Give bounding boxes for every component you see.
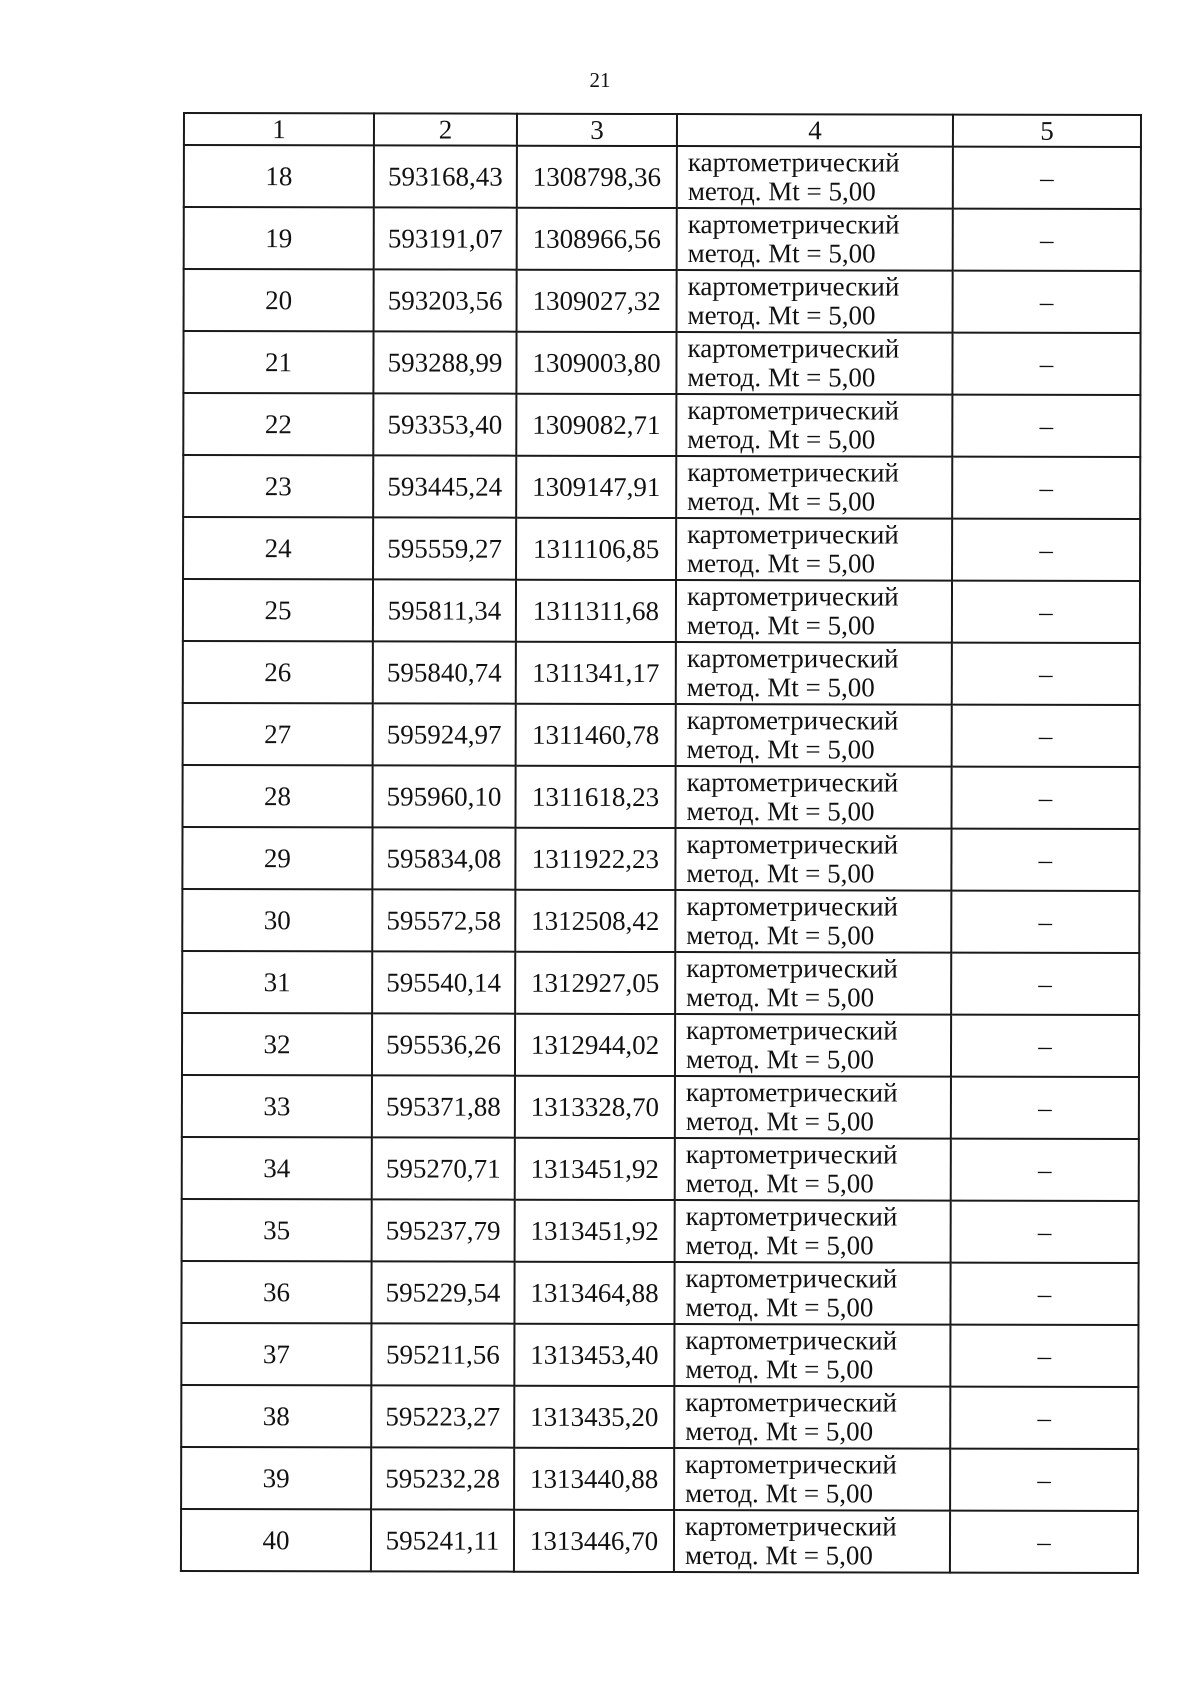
point-number-cell: 35: [182, 1199, 372, 1261]
method-accuracy: метод. Mt = 5,00: [685, 1044, 875, 1075]
y-coordinate-cell: 1309003,80: [516, 332, 676, 394]
y-coordinate-cell: 1311106,85: [516, 518, 676, 580]
point-number-cell: 25: [183, 579, 373, 641]
y-coordinate-cell: 1309147,91: [516, 456, 676, 518]
y-coordinate-cell: 1311311,68: [516, 580, 676, 642]
note-cell: –: [952, 519, 1140, 581]
method-accuracy: метод. Mt = 5,00: [686, 610, 875, 641]
note-cell: –: [951, 829, 1139, 891]
table-row: [181, 1385, 1138, 1449]
y-coordinate-cell: 1312927,05: [515, 952, 675, 1014]
y-coordinate-cell: 1313464,88: [514, 1262, 674, 1324]
note-cell: –: [953, 147, 1141, 209]
method-cell: [676, 332, 952, 395]
y-coordinate-cell: 1313453,40: [514, 1324, 674, 1386]
y-coordinate-cell: 1309027,32: [517, 270, 677, 332]
method-accuracy: метод. Mt = 5,00: [685, 1354, 874, 1385]
header-col-5: 5: [953, 115, 1141, 147]
y-coordinate-cell: 1308798,36: [517, 146, 677, 208]
method-accuracy: метод. Mt = 5,00: [687, 424, 876, 455]
header-row: [184, 113, 1141, 147]
y-coordinate-cell: 1311618,23: [516, 766, 676, 828]
note-cell: –: [952, 581, 1140, 643]
method-accuracy: метод. Mt = 5,00: [685, 1478, 874, 1509]
method-cell: [676, 642, 952, 705]
x-coordinate-cell: 593445,24: [373, 455, 516, 517]
point-number-cell: 32: [182, 1013, 372, 1075]
y-coordinate-cell: 1313435,20: [514, 1386, 674, 1448]
y-coordinate-cell: 1311341,17: [516, 642, 676, 704]
y-coordinate-cell: 1312508,42: [515, 890, 675, 952]
method-accuracy: метод. Mt = 5,00: [687, 548, 876, 579]
table-row: [184, 269, 1141, 333]
method-accuracy: метод. Mt = 5,00: [685, 1106, 874, 1137]
note-cell: –: [953, 209, 1141, 271]
table-row: [181, 1447, 1138, 1511]
method-cell: [675, 828, 951, 891]
method-accuracy: метод. Mt = 5,00: [685, 1230, 874, 1261]
method-accuracy: метод. Mt = 5,00: [685, 1416, 874, 1447]
point-number-cell: 34: [182, 1137, 372, 1199]
method-cell: [675, 1138, 951, 1201]
y-coordinate-cell: 1313451,92: [515, 1138, 675, 1200]
note-cell: –: [950, 1387, 1138, 1449]
x-coordinate-cell: 595924,97: [373, 703, 516, 765]
x-coordinate-cell: 595840,74: [373, 641, 516, 703]
note-cell: –: [952, 395, 1140, 457]
method-name: картометрический: [687, 147, 900, 178]
header-col-4: 4: [677, 114, 953, 147]
point-number-cell: 38: [181, 1385, 371, 1447]
table-row: [181, 1509, 1138, 1573]
method-accuracy: метод. Mt = 5,00: [686, 982, 875, 1013]
method-name: картометрический: [686, 953, 898, 984]
method-name: картометрический: [686, 767, 899, 798]
note-cell: –: [950, 1511, 1138, 1573]
y-coordinate-cell: 1313440,88: [514, 1448, 674, 1510]
method-cell: [676, 456, 952, 519]
point-number-cell: 26: [183, 641, 373, 703]
method-accuracy: метод. Mt = 5,00: [687, 300, 876, 331]
x-coordinate-cell: 593203,56: [374, 269, 517, 331]
note-cell: –: [952, 767, 1140, 829]
table-row: [184, 145, 1141, 209]
table-row: [182, 951, 1139, 1015]
point-number-cell: 28: [183, 765, 373, 827]
note-cell: –: [951, 1015, 1139, 1077]
header-col-3: 3: [517, 114, 677, 146]
method-cell: [675, 952, 951, 1015]
x-coordinate-cell: 595237,79: [372, 1199, 515, 1261]
y-coordinate-cell: 1308966,56: [517, 208, 677, 270]
table-row: [183, 517, 1140, 581]
table-row: [184, 207, 1141, 271]
header-col-1: 1: [184, 113, 374, 145]
method-cell: [676, 394, 952, 457]
x-coordinate-cell: 593353,40: [373, 393, 516, 455]
method-cell: [675, 1014, 951, 1077]
note-cell: –: [950, 1449, 1138, 1511]
table-row: [183, 455, 1140, 519]
method-accuracy: метод. Mt = 5,00: [687, 362, 876, 393]
note-cell: –: [951, 1077, 1139, 1139]
table-row: [182, 827, 1139, 891]
method-cell: [677, 270, 953, 333]
x-coordinate-cell: 595960,10: [373, 765, 516, 827]
point-number-cell: 22: [183, 393, 373, 455]
note-cell: –: [952, 457, 1140, 519]
note-cell: –: [951, 891, 1139, 953]
table-row: [182, 1137, 1139, 1201]
method-name: картометрический: [685, 1263, 898, 1294]
method-name: картометрический: [686, 829, 899, 860]
table-row: [181, 1323, 1138, 1387]
method-cell: [677, 208, 953, 271]
y-coordinate-cell: 1309082,71: [516, 394, 676, 456]
method-cell: [674, 1386, 950, 1449]
method-name: картометрический: [687, 333, 900, 364]
method-name: картометрический: [687, 209, 900, 240]
y-coordinate-cell: 1313451,92: [515, 1200, 675, 1262]
method-name: картометрический: [685, 1325, 898, 1356]
note-cell: –: [951, 1201, 1139, 1263]
point-number-cell: 36: [181, 1261, 371, 1323]
method-name: картометрический: [686, 705, 899, 736]
point-number-cell: 23: [183, 455, 373, 517]
method-cell: [676, 766, 952, 829]
note-cell: –: [950, 1263, 1138, 1325]
table-row: [182, 1013, 1139, 1077]
y-coordinate-cell: 1313446,70: [514, 1510, 674, 1572]
method-name: картометрический: [685, 1139, 898, 1170]
x-coordinate-cell: 595559,27: [373, 517, 516, 579]
point-number-cell: 30: [182, 889, 372, 951]
table-row: [183, 579, 1140, 643]
method-cell: [676, 518, 952, 581]
note-cell: –: [951, 1139, 1139, 1201]
method-accuracy: метод. Mt = 5,00: [685, 1168, 874, 1199]
method-name: картометрический: [687, 395, 900, 426]
x-coordinate-cell: 595241,11: [371, 1509, 514, 1571]
method-name: картометрический: [686, 1015, 898, 1046]
method-name: картометрический: [686, 643, 899, 674]
note-cell: –: [950, 1325, 1138, 1387]
x-coordinate-cell: 595223,27: [371, 1385, 514, 1447]
method-accuracy: метод. Mt = 5,00: [686, 672, 875, 703]
table-row: [183, 331, 1140, 395]
point-number-cell: 20: [184, 269, 374, 331]
method-cell: [674, 1262, 950, 1325]
method-name: картометрический: [686, 891, 899, 922]
method-accuracy: метод. Mt = 5,00: [687, 238, 876, 269]
method-cell: [676, 704, 952, 767]
point-number-cell: 39: [181, 1447, 371, 1509]
header-col-2: 2: [374, 113, 517, 145]
page-number: 21: [589, 68, 611, 92]
table-row: [183, 393, 1140, 457]
method-name: картометрический: [687, 457, 899, 488]
method-name: картометрический: [685, 1387, 897, 1418]
x-coordinate-cell: 595371,88: [372, 1075, 515, 1137]
y-coordinate-cell: 1311922,23: [515, 828, 675, 890]
point-number-cell: 40: [181, 1509, 371, 1571]
method-accuracy: метод. Mt = 5,00: [686, 920, 875, 951]
coordinates-table: [180, 112, 1142, 1574]
table-header: [184, 113, 1141, 147]
y-coordinate-cell: 1312944,02: [515, 1014, 675, 1076]
y-coordinate-cell: 1313328,70: [515, 1076, 675, 1138]
point-number-cell: 31: [182, 951, 372, 1013]
point-number-cell: 27: [183, 703, 373, 765]
method-cell: [674, 1510, 950, 1573]
x-coordinate-cell: 595229,54: [371, 1261, 514, 1323]
point-number-cell: 18: [184, 145, 374, 207]
method-name: картометрический: [685, 1449, 897, 1480]
x-coordinate-cell: 595811,34: [373, 579, 516, 641]
method-cell: [675, 890, 951, 953]
method-cell: [675, 1076, 951, 1139]
point-number-cell: 19: [184, 207, 374, 269]
x-coordinate-cell: 595540,14: [372, 951, 515, 1013]
method-cell: [674, 1448, 950, 1511]
method-cell: [675, 1200, 951, 1263]
method-accuracy: метод. Mt = 5,00: [685, 1292, 874, 1323]
table-row: [183, 641, 1140, 705]
method-cell: [674, 1324, 950, 1387]
x-coordinate-cell: 595270,71: [372, 1137, 515, 1199]
method-cell: [677, 146, 953, 209]
method-name: картометрический: [685, 1511, 897, 1542]
x-coordinate-cell: 595834,08: [372, 827, 515, 889]
method-name: картометрический: [685, 1077, 898, 1108]
method-accuracy: метод. Mt = 5,00: [686, 796, 875, 827]
x-coordinate-cell: 595572,58: [372, 889, 515, 951]
point-number-cell: 24: [183, 517, 373, 579]
point-number-cell: 37: [181, 1323, 371, 1385]
x-coordinate-cell: 595536,26: [372, 1013, 515, 1075]
point-number-cell: 29: [182, 827, 372, 889]
method-cell: [676, 580, 952, 643]
table-row: [182, 1075, 1139, 1139]
method-accuracy: метод. Mt = 5,00: [687, 176, 876, 207]
note-cell: –: [952, 705, 1140, 767]
table-row: [183, 765, 1140, 829]
table-row: [181, 1261, 1138, 1325]
note-cell: –: [952, 333, 1140, 395]
method-name: картометрический: [686, 581, 899, 612]
method-accuracy: метод. Mt = 5,00: [686, 858, 875, 889]
point-number-cell: 21: [183, 331, 373, 393]
table-row: [183, 703, 1140, 767]
table-body: [181, 145, 1141, 1573]
method-accuracy: метод. Mt = 5,00: [684, 1540, 873, 1571]
x-coordinate-cell: 595232,28: [371, 1447, 514, 1509]
method-accuracy: метод. Mt = 5,00: [686, 734, 875, 765]
y-coordinate-cell: 1311460,78: [516, 704, 676, 766]
table-row: [182, 1199, 1139, 1263]
table-row: [182, 889, 1139, 953]
method-name: картометрический: [687, 271, 900, 302]
note-cell: –: [951, 953, 1139, 1015]
x-coordinate-cell: 593288,99: [373, 331, 516, 393]
x-coordinate-cell: 593191,07: [374, 207, 517, 269]
note-cell: –: [953, 271, 1141, 333]
method-accuracy: метод. Mt = 5,00: [687, 486, 876, 517]
x-coordinate-cell: 593168,43: [374, 145, 517, 207]
method-name: картометрический: [685, 1201, 898, 1232]
note-cell: –: [952, 643, 1140, 705]
point-number-cell: 33: [182, 1075, 372, 1137]
x-coordinate-cell: 595211,56: [371, 1323, 514, 1385]
method-name: картометрический: [687, 519, 899, 550]
